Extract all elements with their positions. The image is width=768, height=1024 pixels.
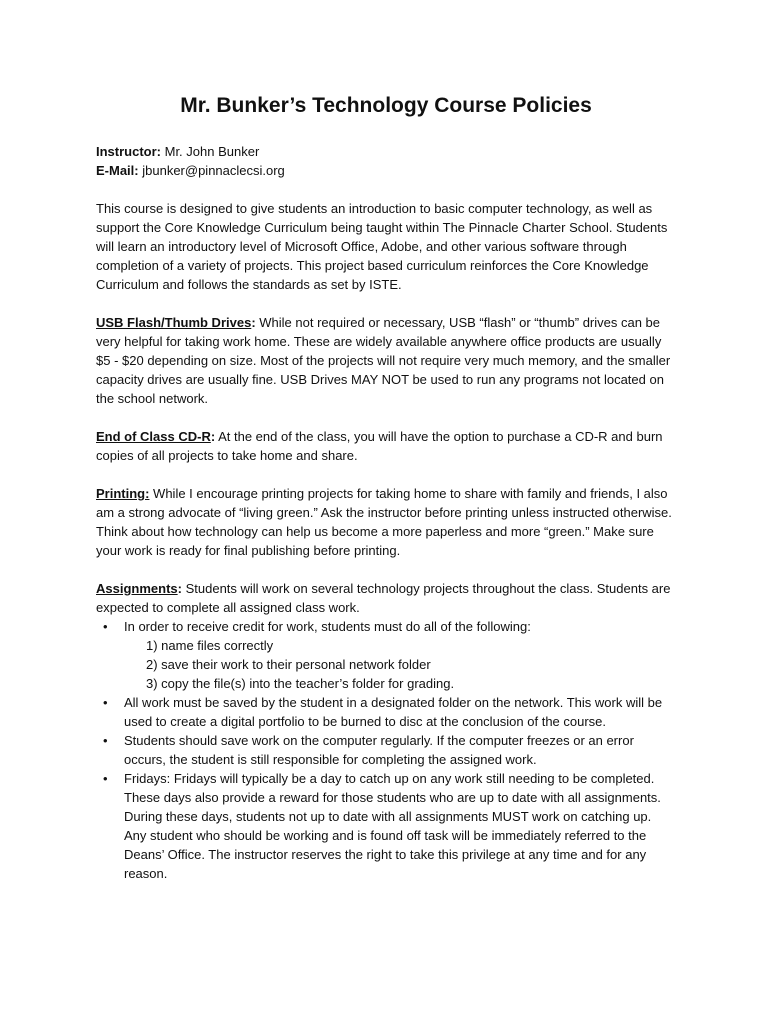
usb-text: While not required or necessary, USB “flash” or “thumb” drives can be very helpful for taking work home. These are widely available anywhere office products are usually $5 - $20 depending on size. Most of the projects will not require very much memory, and the smaller capacity drives are usually fine. USB Drives MAY NOT be used to run any programs not located on the school network. [96, 315, 671, 406]
bullet-icon: • [103, 619, 108, 634]
bullet-text: Fridays will typically be a day to catch up on any work still needing to be completed. These days also provide a reward for those students who are up to date with all assignments. During these days, students not up to date with all assignments MUST work on catching up. Any student who should be working and is found off task will be immediately referred to the Deans’ Office. The instructor reserves the right to take this privilege at any time and for any reason. [124, 771, 661, 881]
assignments-bullet-list [96, 617, 676, 883]
cdr-section [96, 427, 676, 465]
cdr-text: At the end of the class, you will have the option to purchase a CD-R and burn copies of all projects to take home and share. [96, 429, 663, 463]
fridays-label: Fridays: [124, 771, 171, 786]
list-item [96, 769, 676, 883]
assignments-section [96, 579, 676, 617]
cdr-heading: End of Class CD-R [96, 429, 211, 444]
document-page [96, 92, 676, 883]
page-title: Mr. Bunker’s Technology Course Policies [180, 94, 592, 117]
assignments-heading: Assignments [96, 581, 178, 596]
instructor-label: Instructor: [96, 144, 161, 159]
steps-list [124, 636, 676, 693]
list-item [96, 731, 676, 769]
bullet-icon: • [103, 733, 108, 748]
printing-text: While I encourage printing projects for taking home to share with family and friends, I also am a strong advocate of “living green.” Ask the instructor before printing unless instructed otherwise. Think about how technology can help us become a more paperless and more “green.” Make sure your work is ready for final publishing before printing. [96, 486, 672, 558]
assignments-colon: : [177, 581, 182, 596]
printing-heading: Printing: [96, 486, 150, 501]
intro-paragraph: This course is designed to give students an introduction to basic computer technology, as well as support the Core Knowledge Curriculum being taught within The Pinnacle Charter School. Students will learn an introductory level of Microsoft Office, Adobe, and other various software through completion of a variety of projects. This project based curriculum reinforces the Core Knowledge Curriculum and follows the standards as set by ISTE. [96, 201, 668, 292]
list-item [96, 693, 676, 731]
bullet-text: Students should save work on the computer regularly. If the computer freezes or an error occurs, the student is still responsible for completing the assigned work. [124, 733, 634, 767]
usb-section [96, 313, 676, 408]
step-item: 3) copy the file(s) into the teacher’s folder for grading. [146, 676, 455, 691]
email-label: E-Mail: [96, 163, 139, 178]
bullet-icon: • [103, 695, 108, 710]
printing-section [96, 484, 676, 560]
list-item [96, 617, 676, 693]
step-item: 2) save their work to their personal network folder [146, 657, 431, 672]
email-value: jbunker@pinnaclecsi.org [138, 163, 285, 178]
bullet-text: All work must be saved by the student in a designated folder on the network. This work will be used to create a digital portfolio to be burned to disc at the conclusion of the course. [124, 695, 663, 729]
bullet-text: In order to receive credit for work, students must do all of the following: [124, 619, 531, 634]
bullet-icon: • [103, 771, 108, 786]
usb-heading: USB Flash/Thumb Drives [96, 315, 252, 330]
step-item: 1) name files correctly [146, 638, 274, 653]
email-line [96, 161, 676, 180]
instructor-line [96, 142, 676, 161]
instructor-value: Mr. John Bunker [161, 144, 260, 159]
assignments-text: Students will work on several technology projects throughout the class. Students are expected to complete all assigned class work. [96, 581, 671, 615]
cdr-colon: : [210, 429, 216, 444]
usb-colon: : [251, 315, 256, 330]
